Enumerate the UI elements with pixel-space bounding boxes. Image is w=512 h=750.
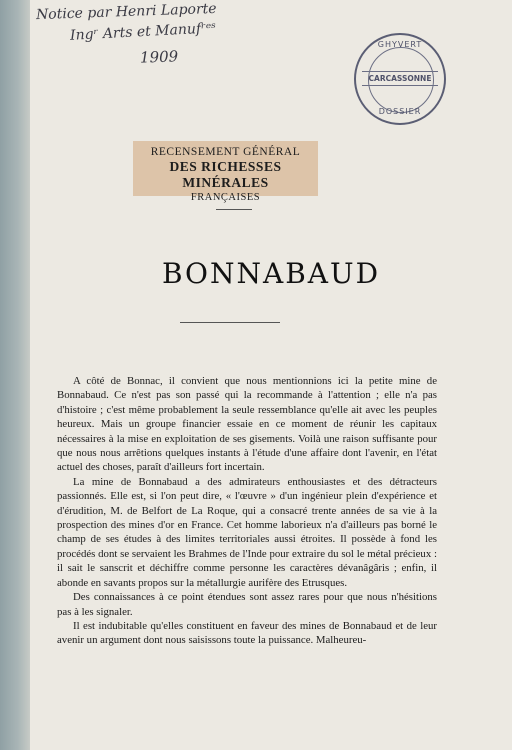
series-label-line-2: DES RICHESSES MINÉRALES [169, 159, 282, 190]
paragraph-2: La mine de Bonnabaud a des admirateurs enthousiastes et des détracteurs passionnés. Elle est, si l'on peut dire, « l'œuvre » d'un ingénieur plein d'expérience et d'érudition, M. de Belfort de La Roque, qui a consacré trente années de sa vie à la prospection des mines d'or en France. Cet homme laborieux n'a d'ailleurs pas borné le champ de ses études à des limites territoriales aussi étroites. Il possède à fond les procédés dont se servaient les Brahmes de l'Inde pour extraire du sol le métal précieux : il sait le sanscrit et déchiffre comme personne les caractères dévanâgâris ; enfin, il abonde en savants propos sur la métallurgie aurifère des Etrusques. [57, 475, 437, 589]
handwritten-note-line-2: Ingʳ Arts et Manufʳᵉˢ [69, 20, 217, 44]
stamp-bottom-text: DOSSIER [378, 107, 422, 116]
stamp-middle-text: CARCASSONNE [362, 71, 438, 86]
binding-spine [0, 0, 30, 750]
separator-rule-short [216, 209, 252, 210]
body-text [57, 374, 437, 648]
archive-stamp [354, 33, 446, 125]
paragraph-3: Des connaissances à ce point étendues sont assez rares pour que nous n'hésitions pas à les signaler. [57, 591, 437, 618]
series-label [133, 141, 318, 203]
series-label-line-1: RECENSEMENT GÉNÉRAL [150, 146, 301, 158]
page-title: BONNABAUD [161, 257, 381, 290]
series-label-line-3: FRANÇAISES [190, 192, 261, 203]
handwritten-date: 1909 [139, 47, 179, 67]
stamp-top-text: GHYVERT [377, 40, 423, 49]
handwritten-note-line-1: Notice par Henri Laporte [35, 0, 217, 24]
separator-rule-long [180, 322, 280, 323]
paragraph-1: A côté de Bonnac, il convient que nous mentionnions ici la petite mine de Bonnabaud. Ce n'est pas son passé qui la recommande à l'attention ; elle n'a pas d'histoire ; c'est même probablement la seule ressemblance qu'elle ait avec les peuples heureux. Mais un groupe financier essaie en ce moment de réunir les capitaux nécessaires à la mise en exploitation de ses gisements. Voilà une raison suffisante pour que nous nous arrêtions quelques instants à l'étude d'une affaire dont l'avenir, en l'état actuel des choses, paraît d'ailleurs fort incertain. [57, 375, 437, 474]
paragraph-4: Il est indubitable qu'elles constituent en faveur des mines de Bonnabaud et de leur avenir un argument dont nous saisissons toute la puissance. Malheureu- [57, 619, 437, 647]
